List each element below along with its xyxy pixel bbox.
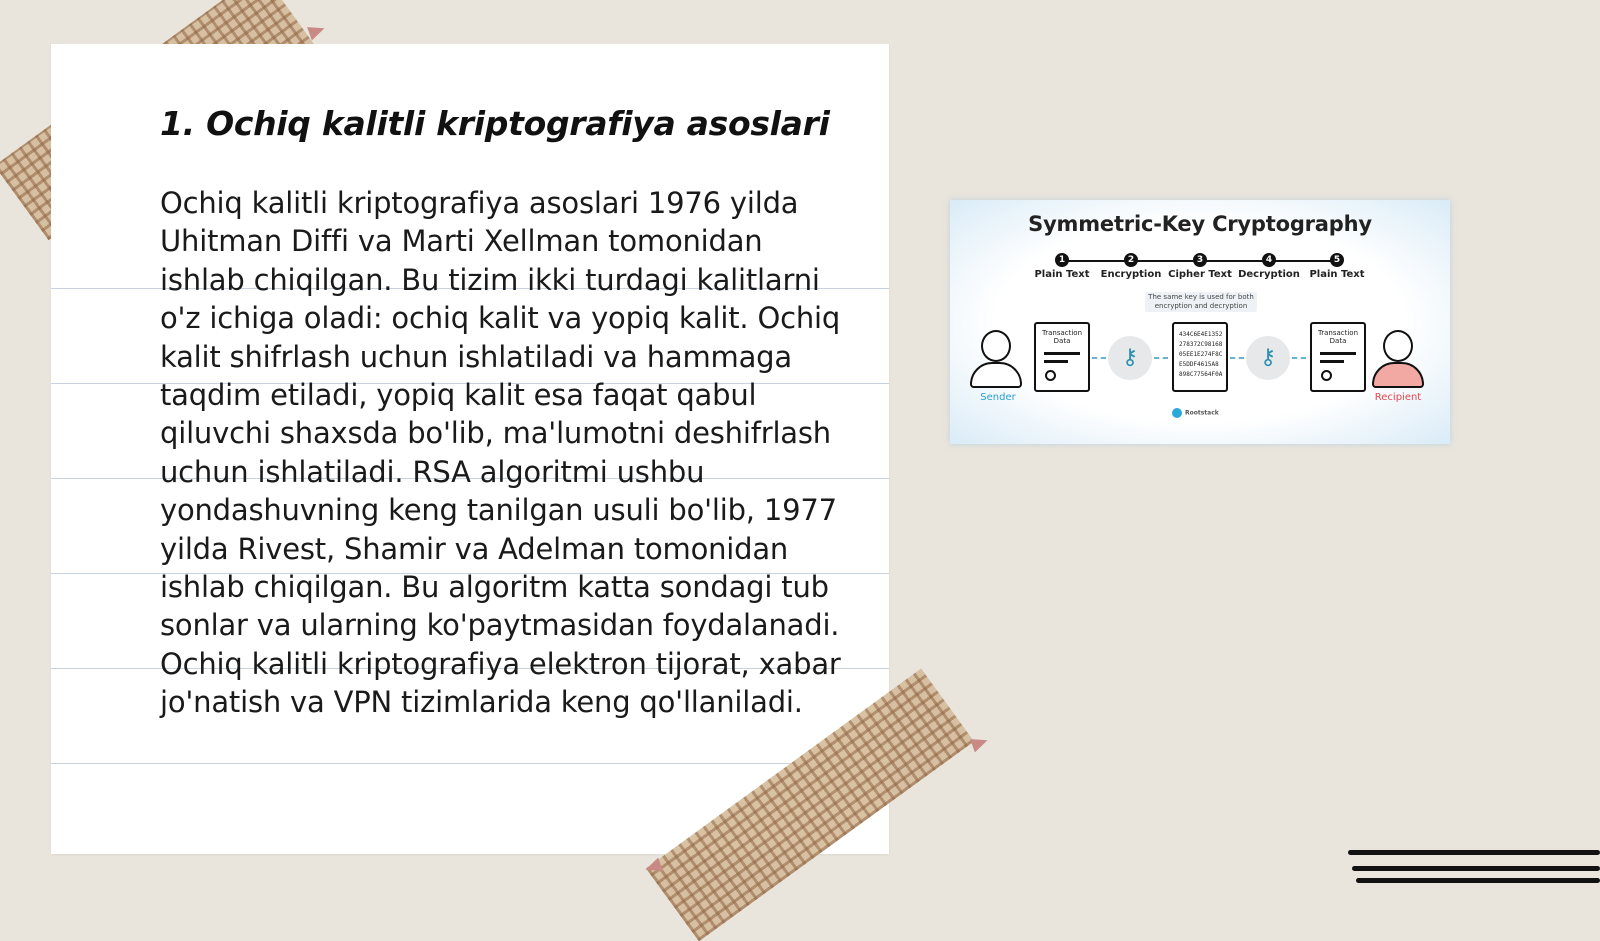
recipient-label: Recipient [1374, 392, 1422, 403]
doc-title: Transaction Data [1041, 329, 1083, 345]
document-icon [1034, 322, 1090, 392]
recipient-person-icon [1370, 330, 1426, 398]
tape-tip [970, 734, 990, 753]
document-icon [1310, 322, 1366, 392]
brand-logo: Rootstack [1172, 408, 1219, 418]
step-number: 5 [1330, 253, 1344, 267]
step-5 [1292, 253, 1382, 280]
step-number: 4 [1262, 253, 1276, 267]
diagram-title: Symmetric-Key Cryptography [1028, 212, 1372, 236]
sender-label: Sender [980, 392, 1016, 403]
step-number: 1 [1055, 253, 1069, 267]
key-icon: ⚷ [1108, 336, 1152, 380]
doc-title: Transaction Data [1317, 329, 1359, 345]
sender-person-icon [968, 330, 1024, 398]
step-number: 2 [1124, 253, 1138, 267]
slide-title: 1. Ochiq kalitli kriptografiya asoslari [160, 104, 830, 143]
tape-tip [307, 22, 327, 41]
step-label: Decryption [1238, 269, 1300, 280]
cipher-document-icon [1172, 322, 1228, 392]
step-label: Cipher Text [1168, 269, 1232, 280]
shared-key-note: The same key is used for both encryption and decryption [1145, 292, 1257, 312]
paper-rule-line [51, 763, 889, 764]
step-label: Plain Text [1309, 269, 1365, 280]
cipher-text: 434C6E4E1352 278372C98168 05EE1E274F8C E5DDF4615A8 898C77564F0A [1179, 331, 1223, 378]
step-number: 3 [1193, 253, 1207, 267]
logo-icon [1172, 408, 1182, 418]
step-label: Encryption [1100, 269, 1162, 280]
scribble-lines [1348, 846, 1600, 886]
symmetric-key-diagram [950, 200, 1450, 444]
key-icon: ⚷ [1246, 336, 1290, 380]
step-label: Plain Text [1034, 269, 1090, 280]
slide-body-text: Ochiq kalitli kriptografiya asoslari 1976 yilda Uhitman Diffi va Marti Xellman tomonidan ishlab chiqilgan. Bu tizim ikki turdagi kalitlarni o'z ichiga oladi: ochiq kalit va yopiq kalit. Ochiq kalit shifrlash uchun ishlatiladi va hammaga taqdim etiladi, yopiq kalit esa faqat qabul qiluvchi shaxsda bo'lib, ma'lumotni deshifrlash uchun ishlatiladi. RSA algoritmi ushbu yondashuvning keng tanilgan usuli bo'lib, 1977 yilda Rivest, Shamir va Adelman tomonidan ishlab chiqilgan. Bu algoritm katta sondagi tub sonlar va ularning ko'paytmasidan foydalanadi. Ochiq kalitli kriptografiya elektron tijorat, xabar jo'natish va VPN tizimlarida keng qo'llaniladi. [160, 186, 841, 720]
